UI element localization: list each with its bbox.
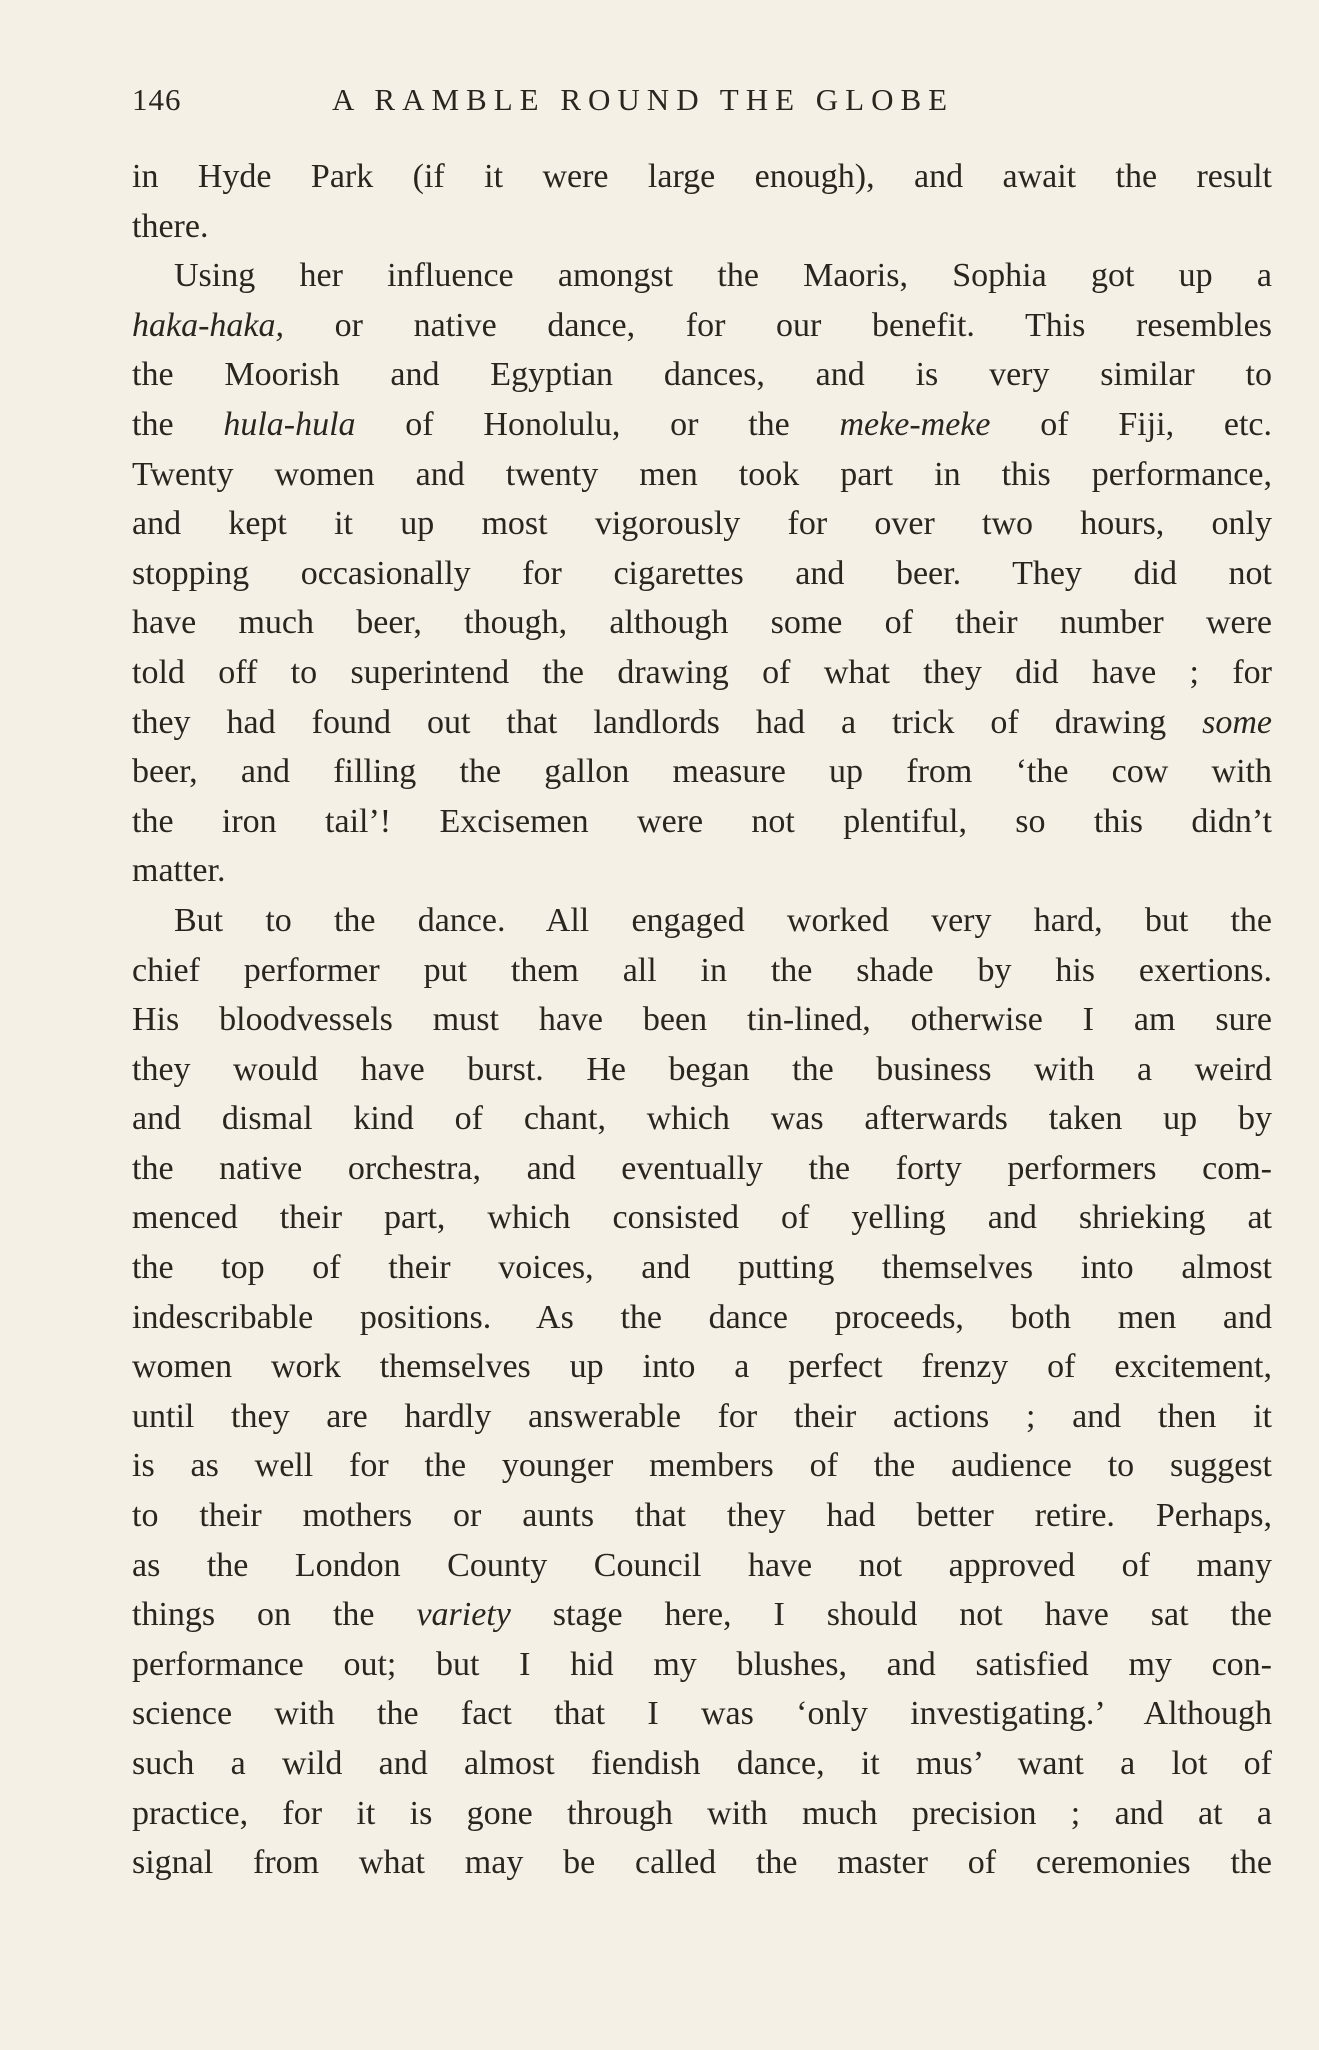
text-line: haka-haka, or native dance, for our benefit. This resembles	[132, 306, 1272, 344]
text-line: is as well for the younger members of the audience to suggest	[132, 1447, 1272, 1485]
text-line: there.	[132, 207, 209, 245]
text-line: His bloodvessels must have been tin-lined, otherwise I am sure	[132, 1001, 1272, 1039]
text-line: indescribable positions. As the dance proceeds, both men and	[132, 1298, 1272, 1336]
text-line: signal from what may be called the master of ceremonies the	[132, 1844, 1272, 1882]
text-line: they would have burst. He began the business with a weird	[132, 1050, 1272, 1088]
text-line: have much beer, though, although some of their number were	[132, 604, 1272, 642]
text-line: performance out; but I hid my blushes, and satisfied my con-	[132, 1645, 1272, 1683]
text-line: to their mothers or aunts that they had better retire. Perhaps,	[132, 1497, 1272, 1535]
body-text	[132, 152, 1272, 1888]
text-line: stopping occasionally for cigarettes and beer. They did not	[132, 554, 1272, 592]
text-line: matter.	[132, 852, 226, 890]
italic-term: meke-meke	[839, 405, 991, 443]
text-line: such a wild and almost fiendish dance, it mus’ want a lot of	[132, 1745, 1272, 1782]
italic-term: variety	[416, 1596, 511, 1634]
text-line: the iron tail’! Excisemen were not plentiful, so this didn’t	[132, 802, 1272, 840]
text-line: science with the fact that I was ‘only investigating.’ Although	[132, 1695, 1272, 1733]
text-line: told off to superintend the drawing of what they did have ; for	[132, 653, 1272, 691]
italic-term: some	[1202, 703, 1272, 741]
page-header	[132, 82, 1272, 126]
text-line: But to the dance. All engaged worked very hard, but the	[174, 901, 1272, 939]
italic-term: hula-hula	[223, 405, 356, 443]
text-line: Twenty women and twenty men took part in this performance,	[132, 455, 1272, 493]
page-number: 146	[132, 82, 182, 117]
text-line: and kept it up most vigorously for over two hours, only	[132, 505, 1272, 543]
text-line: the Moorish and Egyptian dances, and is very similar to	[132, 356, 1272, 394]
text-line: women work themselves up into a perfect frenzy of excitement,	[132, 1348, 1272, 1386]
text-line: the top of their voices, and putting themselves into almost	[132, 1249, 1272, 1287]
text-line: beer, and filling the gallon measure up from ‘the cow with	[132, 753, 1272, 791]
running-title: A RAMBLE ROUND THE GLOBE	[332, 82, 955, 117]
text-line: practice, for it is gone through with much precision ; and at a	[132, 1794, 1272, 1832]
italic-term: haka-haka,	[132, 306, 285, 344]
text-line: the hula-hula of Honolulu, or the meke-meke of Fiji, etc.	[132, 405, 1272, 443]
text-line: menced their part, which consisted of yelling and shrieking at	[132, 1199, 1272, 1237]
text-line: Using her influence amongst the Maoris, Sophia got up a	[174, 257, 1272, 295]
text-line: the native orchestra, and eventually the forty performers com-	[132, 1149, 1272, 1187]
text-line: they had found out that landlords had a trick of drawing some	[132, 703, 1272, 741]
text-line: things on the variety stage here, I should not have sat the	[132, 1596, 1273, 1634]
text-line: in Hyde Park (if it were large enough), and await the result	[132, 158, 1272, 195]
text-line: chief performer put them all in the shade by his exertions.	[132, 951, 1272, 989]
text-line: until they are hardly answerable for their actions ; and then it	[132, 1397, 1272, 1435]
text-line: and dismal kind of chant, which was afterwards taken up by	[132, 1100, 1272, 1138]
text-line: as the London County Council have not approved of many	[132, 1546, 1272, 1584]
